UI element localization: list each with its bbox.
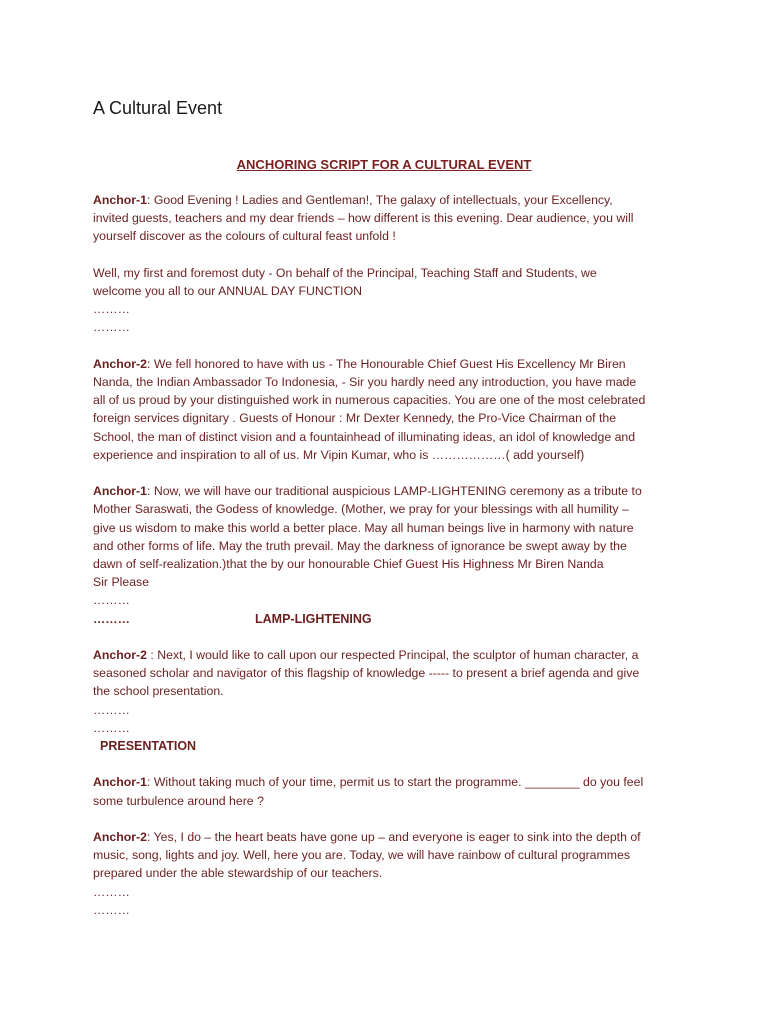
text-line: the school presentation. bbox=[93, 684, 224, 699]
paragraph-anchor1-programme bbox=[93, 773, 683, 809]
paragraph-anchor1-lamp bbox=[93, 482, 683, 628]
text-line: Nanda, the Indian Ambassador To Indonesia, - Sir you hardly need any introduction, you have made bbox=[93, 374, 637, 389]
ellipsis-placeholder: ……… bbox=[93, 902, 130, 917]
text-line: Sir Please bbox=[93, 575, 150, 590]
text-line: Anchor-2: We fell honored to have with us - The Honourable Chief Guest His Excellency Mr Biren bbox=[93, 356, 626, 371]
speaker-label: Anchor-2 bbox=[93, 829, 147, 844]
text-line: Mother Saraswati, the Godess of knowledge. (Mother, we pray for your blessings with all humility – bbox=[93, 502, 629, 517]
text-line: prepared under the able stewardship of our teachers. bbox=[93, 866, 383, 881]
ellipsis-placeholder: ……… bbox=[93, 884, 130, 899]
lamp-lightening-row bbox=[93, 610, 683, 628]
text-line: invited guests, teachers and my dear friends – how different is this evening. Dear audience, you will bbox=[93, 211, 634, 226]
text-line: music, song, lights and joy. Well, here you are. Today, we will have rainbow of cultural programmes bbox=[93, 848, 630, 863]
text-line: seasoned scholar and navigator of this flagship of knowledge ----- to present a brief agenda and give bbox=[93, 666, 640, 681]
text-line: dawn of self-realization.)that the by our honourable Chief Guest His Highness Mr Biren Nanda bbox=[93, 556, 604, 571]
section-label-presentation: PRESENTATION bbox=[100, 738, 197, 753]
text-line: some turbulence around here ? bbox=[93, 793, 264, 808]
text-line: welcome you all to our ANNUAL DAY FUNCTION bbox=[93, 284, 363, 298]
script-heading: ANCHORING SCRIPT FOR A CULTURAL EVENT bbox=[236, 157, 532, 172]
speaker-label: Anchor-1 bbox=[93, 775, 147, 790]
section-label-lamp-lightening: LAMP-LIGHTENING bbox=[255, 611, 372, 626]
paragraph-anchor1-welcome bbox=[93, 191, 683, 246]
text-line: Anchor-2: Yes, I do – the heart beats have gone up – and everyone is eager to sink into the depth of bbox=[93, 829, 641, 844]
ellipsis-placeholder: ……… bbox=[93, 593, 130, 608]
text-line: School, the man of distinct vision and a fountainhead of illuminating ideas, an idol of knowledge and bbox=[93, 429, 636, 444]
text-line: give us wisdom to make this world a better place. May all human beings live in harmony with nature bbox=[93, 520, 634, 535]
speaker-label: Anchor-1 bbox=[93, 193, 147, 207]
text-line: Well, my first and foremost duty - On behalf of the Principal, Teaching Staff and Students, we bbox=[93, 265, 597, 280]
text-line: experience and inspiration to all of us. Mr Vipin Kumar, who is ………………( add yourself) bbox=[93, 447, 585, 462]
ellipsis-placeholder: ……… bbox=[93, 702, 130, 717]
speaker-label: Anchor-2 bbox=[93, 356, 147, 371]
paragraph-duty bbox=[93, 264, 683, 337]
speaker-label: Anchor-2 bbox=[93, 647, 147, 662]
ellipsis-placeholder: ……… bbox=[93, 302, 130, 317]
paragraph-anchor2-rainbow bbox=[93, 828, 683, 919]
ellipsis-placeholder: ……… bbox=[93, 320, 130, 335]
text-line: yourself discover as the colours of cultural feast unfold ! bbox=[93, 229, 396, 244]
paragraph-anchor2-principal bbox=[93, 646, 683, 755]
text-line: Anchor-2 : Next, I would like to call upon our respected Principal, the sculptor of human character, a bbox=[93, 647, 639, 662]
ellipsis-placeholder: ……… bbox=[93, 720, 130, 735]
script-body bbox=[93, 191, 683, 937]
text-line: Anchor-1: Now, we will have our traditional auspicious LAMP-LIGHTENING ceremony as a tribute to bbox=[93, 484, 642, 499]
text-line: foreign services dignitary . Guests of Honour : Mr Dexter Kennedy, the Pro-Vice Chairman of the bbox=[93, 411, 617, 426]
text-line: and other forms of life. May the truth prevail. May the darkness of ignorance be swept away by the bbox=[93, 538, 627, 553]
speaker-label: Anchor-1 bbox=[93, 484, 147, 499]
text-line: all of us proud by your distinguished work in numerous capacities. You are one of the most celebrated bbox=[93, 393, 646, 408]
ellipsis-placeholder: ……… bbox=[93, 611, 130, 626]
text-line: Anchor-1: Good Evening ! Ladies and Gentleman!, The galaxy of intellectuals, your Excellency, bbox=[93, 193, 613, 207]
paragraph-anchor2-guests bbox=[93, 355, 683, 464]
text-line: Anchor-1: Without taking much of your time, permit us to start the programme. ________ do you feel bbox=[93, 775, 644, 790]
document-title: A Cultural Event bbox=[93, 98, 223, 118]
